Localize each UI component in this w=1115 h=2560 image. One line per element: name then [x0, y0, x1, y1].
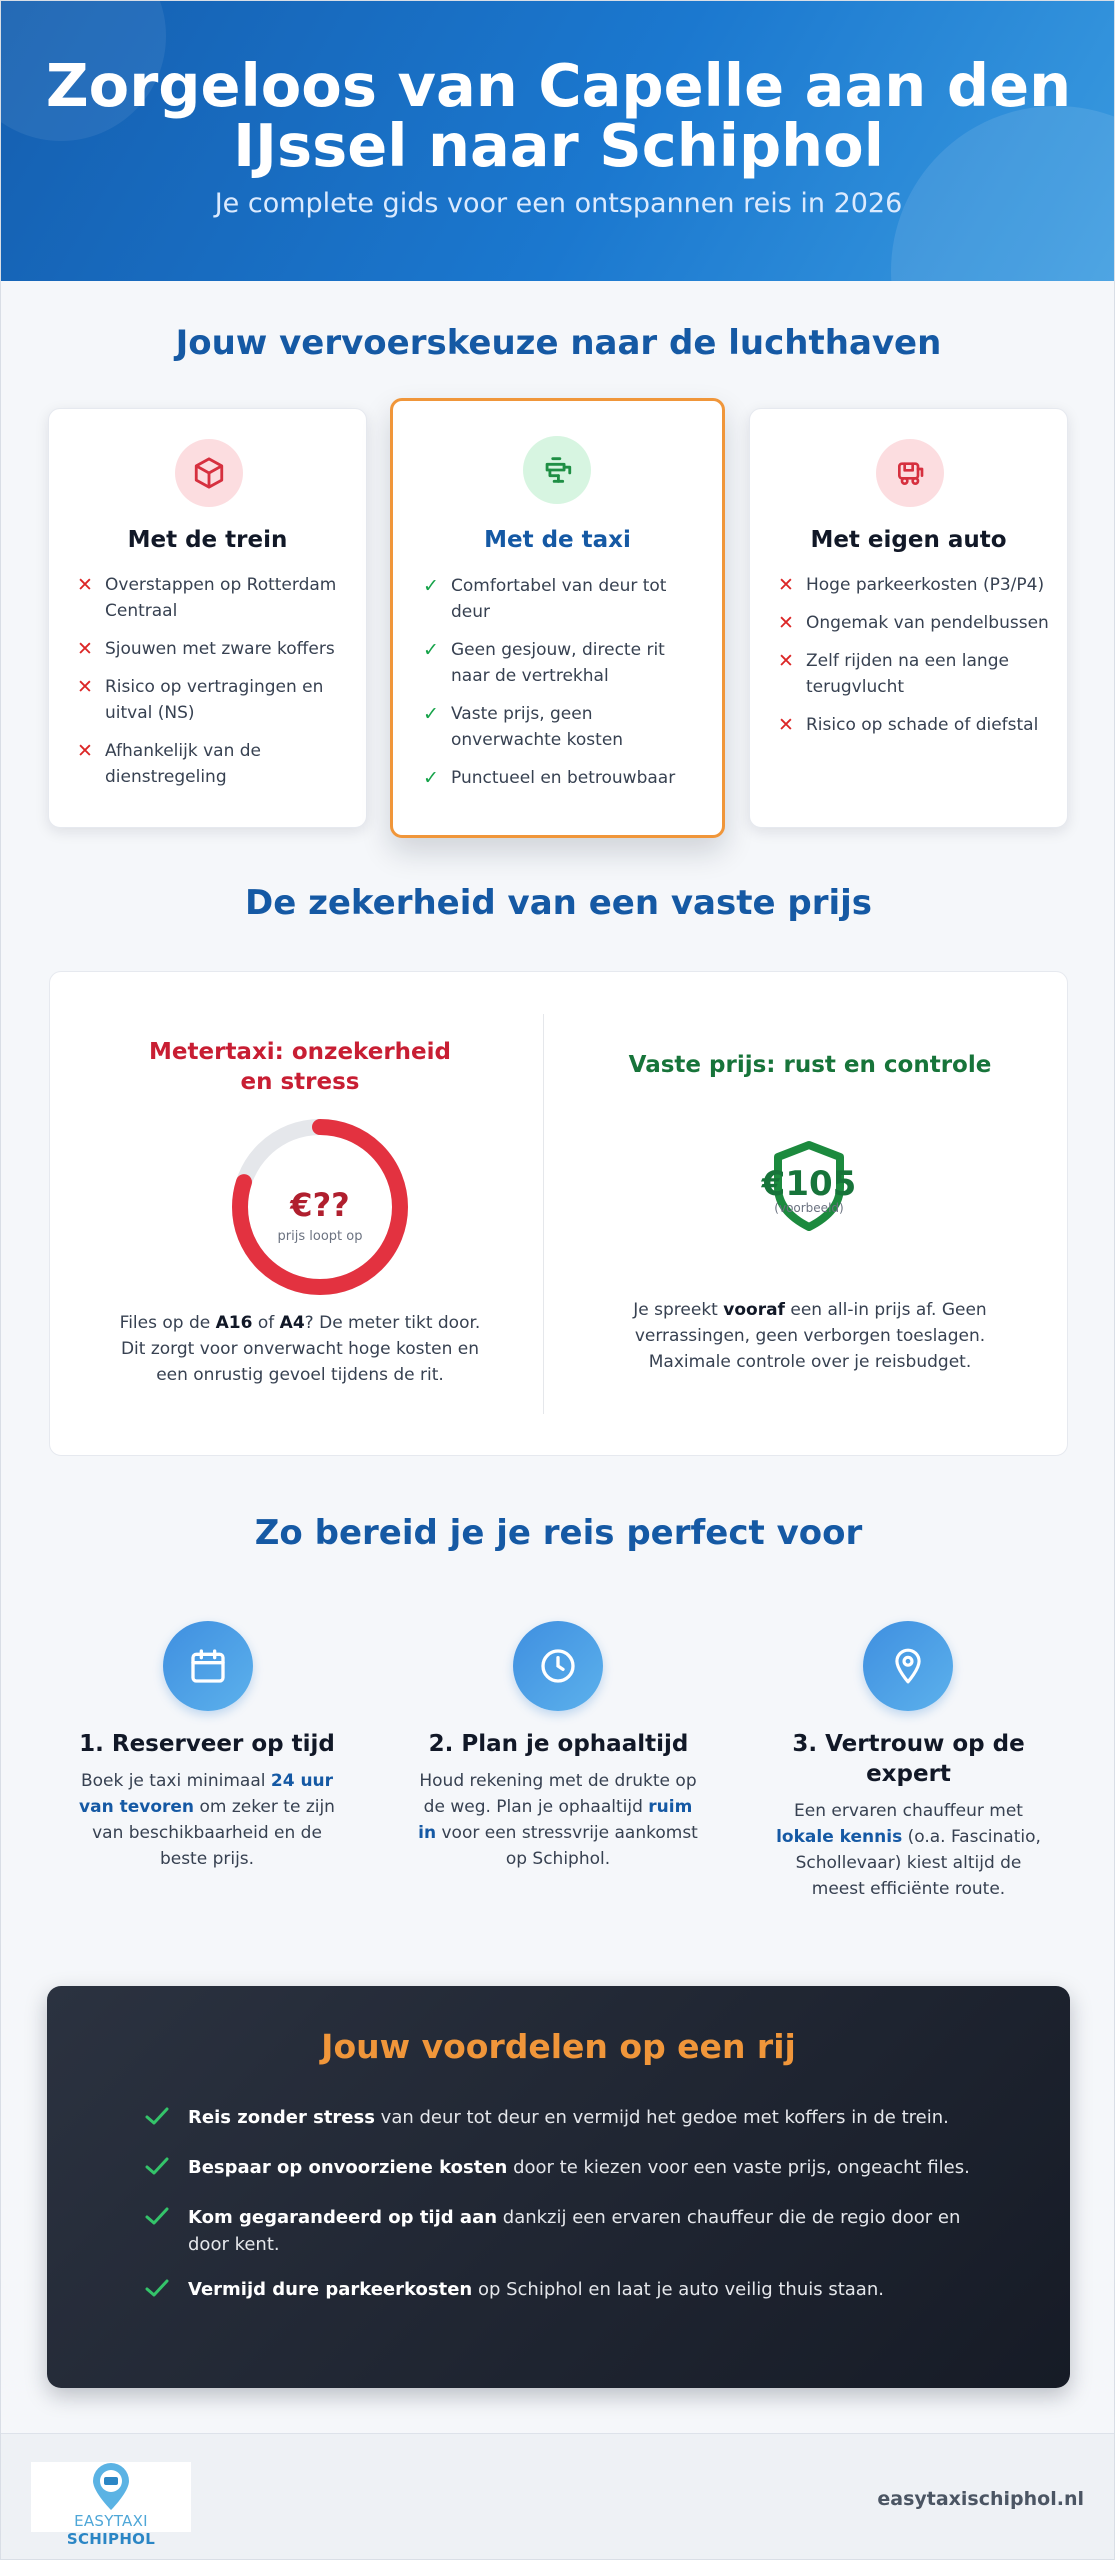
clock-icon — [513, 1621, 603, 1711]
step-text: Houd rekening met de drukte op de weg. Plan je ophaaltijd ruim in voor een stressvrije aankomst op Schiphol. — [418, 1771, 698, 1869]
list-item: ✕ Zelf rijden na een lange terugvlucht — [778, 648, 1053, 700]
list-item: ✓ Comfortabel van deur tot deur — [423, 573, 703, 625]
check-icon — [143, 2154, 188, 2186]
card-list — [77, 572, 352, 802]
train-cube-icon — [175, 439, 243, 507]
divider — [543, 1014, 544, 1414]
gauge-caption: prijs loopt op — [277, 1229, 363, 1244]
meter-title: Metertaxi: onzekerheid en stress — [149, 1039, 451, 1095]
step-title: 3. Vertrouw op de expert — [792, 1731, 1025, 1787]
footer — [1, 2433, 1115, 2560]
step-text: Een ervaren chauffeur met lokale kennis (o.a. Fascinatio, Schollevaar) kiest altijd de meest efficiënte route. — [776, 1801, 1041, 1899]
hero-header — [1, 1, 1115, 281]
card-title: Met de trein — [127, 527, 288, 553]
cross-icon: ✕ — [77, 740, 93, 762]
list-item: ✓ Vaste prijs, geen onverwachte kosten — [423, 701, 703, 753]
list-item: ✕ Afhankelijk van de dienstregeling — [77, 738, 352, 790]
calendar-icon — [163, 1621, 253, 1711]
benefits-list — [143, 2104, 1003, 2326]
check-icon — [143, 2204, 188, 2258]
card-title: Met de taxi — [484, 527, 631, 553]
list-item: ✕ Ongemak van pendelbussen — [778, 612, 1049, 634]
card-list — [778, 572, 1053, 750]
cross-icon: ✕ — [77, 574, 93, 596]
gauge-value: €?? — [290, 1186, 350, 1224]
fixed-price-caption: (voorbeeld) — [774, 1201, 844, 1215]
cross-icon: ✕ — [77, 638, 93, 660]
check-icon — [143, 2104, 188, 2136]
benefits-panel — [47, 1986, 1070, 2388]
shield-badge — [750, 1137, 868, 1237]
cross-icon: ✕ — [778, 612, 794, 634]
cross-icon: ✕ — [778, 650, 794, 672]
list-item: ✓ Punctueel en betrouwbaar — [423, 767, 676, 789]
section-title-transport: Jouw vervoerskeuze naar de luchthaven — [175, 323, 942, 363]
check-icon: ✓ — [423, 639, 439, 661]
logo[interactable] — [31, 2462, 191, 2548]
logo-pin-icon — [83, 2462, 139, 2512]
check-icon: ✓ — [423, 575, 439, 597]
card-list — [423, 573, 703, 803]
list-item: ✕ Hoge parkeerkosten (P3/P4) — [778, 574, 1045, 596]
fixed-price-value: €105 — [761, 1164, 857, 1204]
step-text: Boek je taxi minimaal 24 uur van tevoren om zeker te zijn van beschikbaarheid en de beste prijs. — [79, 1771, 335, 1869]
section-title-price: De zekerheid van een vaste prijs — [244, 883, 873, 923]
list-item: ✕ Overstappen op Rotterdam Centraal — [77, 572, 352, 624]
cross-icon: ✕ — [778, 714, 794, 736]
meter-gauge — [225, 1112, 415, 1302]
step-title: 2. Plan je ophaaltijd — [428, 1731, 689, 1757]
car-icon — [876, 439, 944, 507]
list-item: ✕ Risico op schade of diefstal — [778, 714, 1039, 736]
check-icon — [143, 2276, 188, 2308]
card-title: Met eigen auto — [810, 527, 1007, 553]
list-item: Reis zonder stress van deur tot deur en vermijd het gedoe met koffers in de trein. — [143, 2104, 1003, 2136]
page-subtitle: Je complete gids voor een ontspannen reis in 2026 — [214, 188, 903, 219]
fixed-price-description: Je spreekt vooraf een all-in prijs af. Geen verrassingen, geen verborgen toeslagen. Maximale controle over je reisbudget. — [633, 1300, 987, 1372]
list-item: ✕ Risico op vertragingen en uitval (NS) — [77, 674, 352, 726]
page-title: Zorgeloos van Capelle aan den IJssel naar Schiphol — [45, 51, 1072, 180]
card-car — [749, 408, 1068, 828]
cross-icon: ✕ — [77, 676, 93, 698]
check-icon: ✓ — [423, 703, 439, 725]
cross-icon: ✕ — [778, 574, 794, 596]
meter-description: Files op de A16 of A4? De meter tikt door. Dit zorgt voor onverwacht hoge kosten en een onrustig gevoel tijdens de rit. — [119, 1313, 481, 1385]
taxi-icon — [523, 436, 591, 504]
check-icon: ✓ — [423, 767, 439, 789]
fixed-price-title: Vaste prijs: rust en controle — [628, 1052, 992, 1078]
logo-text: EASYTAXI SCHIPHOL — [66, 2512, 156, 2548]
list-item: ✓ Geen gesjouw, directe rit naar de vertrekhal — [423, 637, 703, 689]
step-title: 1. Reserveer op tijd — [79, 1731, 335, 1757]
card-taxi — [390, 398, 725, 838]
card-train — [48, 408, 367, 828]
price-comparison-panel — [49, 971, 1068, 1456]
website-link[interactable]: easytaxischiphol.nl — [877, 2488, 1084, 2510]
list-item: Kom gegarandeerd op tijd aan dankzij een ervaren chauffeur die de regio door en door kent. — [143, 2204, 1003, 2258]
section-title-steps: Zo bereid je je reis perfect voor — [254, 1513, 863, 1553]
list-item: Bespaar op onvoorziene kosten door te kiezen voor een vaste prijs, ongeacht files. — [143, 2154, 1003, 2186]
benefits-title: Jouw voordelen op een rij — [321, 2027, 796, 2066]
location-pin-icon — [863, 1621, 953, 1711]
list-item: Vermijd dure parkeerkosten op Schiphol en laat je auto veilig thuis staan. — [143, 2276, 1003, 2308]
list-item: ✕ Sjouwen met zware koffers — [77, 638, 335, 660]
